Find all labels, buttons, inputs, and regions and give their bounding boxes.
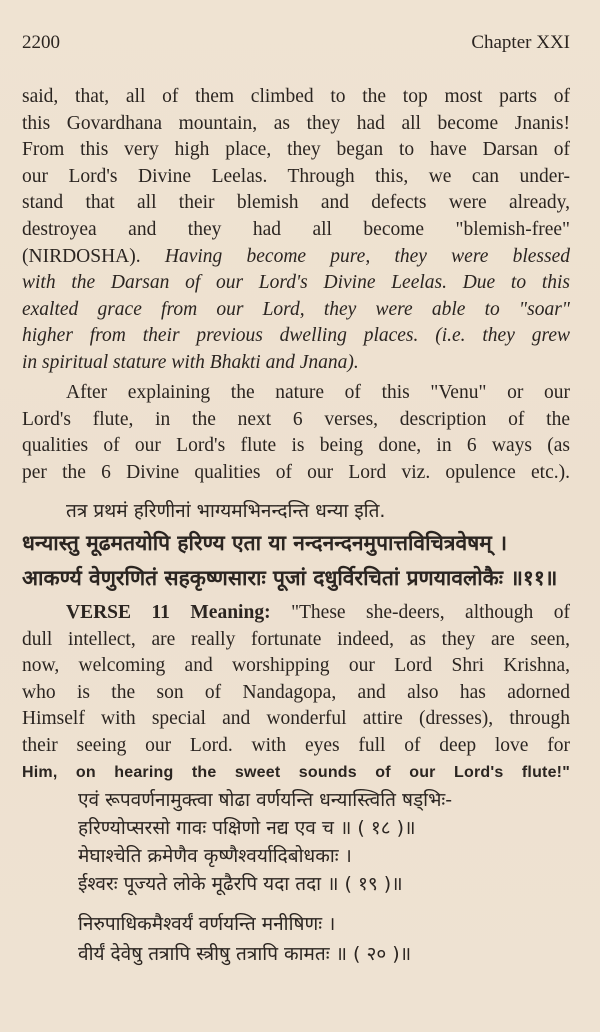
nirdosha-text: (NIRDOSHA). [22, 245, 141, 267]
italic-line: with the Darsan of our Lord's Divine Leelas. Due to this [22, 272, 570, 294]
sanskrit-verse-line: निरुपाधिकमैश्वर्यं वर्णयन्ति मनीषिणः । [78, 913, 336, 935]
text-line: Himself with special and wonderful attire (dresses), through [22, 708, 570, 730]
text-line: stand that all their blemish and defects were already, [22, 192, 570, 214]
page-number: 2200 [22, 32, 60, 53]
text-line: said, that, all of them climbed to the top most parts of [22, 86, 570, 107]
chapter-title: Chapter XXI [471, 32, 570, 53]
text-line: our Lord's Divine Leelas. Through this, we can under- [22, 165, 570, 187]
paragraph-govardhana [22, 84, 570, 377]
verse-11-line-1: धन्यास्तु मूढमतयोपि हरिण्य एता या नन्दनन्दनमुपात्तविचित्रवेषम् । [22, 531, 508, 555]
verse-label: VERSE 11 Meaning: [66, 602, 271, 623]
verse-11-line-2: आकर्ण्य वेणुरणितं सहकृष्णसाराः पूजां दधुर्विरचितां प्रणयावलोकैः ॥११॥ [22, 566, 558, 590]
sanskrit-verse-line: हरिण्योप्सरसो गावः पक्षिणो नद्य एव च ॥ ( १८ )॥ [78, 817, 416, 839]
sanskrit-verse-line: वीर्यं देवेषु तत्रापि स्त्रीषु तत्रापि कामतः ॥ ( २० )॥ [78, 943, 412, 965]
text-line: Him, on hearing the sweet sounds of our Lord's flute!" [22, 763, 570, 781]
italic-line: higher from their previous dwelling places. (i.e. they grew [22, 325, 570, 347]
text-line: From this very high place, they began to have Darsan of [22, 139, 570, 161]
meaning-text: "These she-deers, although of [291, 602, 571, 623]
italic-line: in spiritual stature with Bhakti and Jnana). [22, 351, 359, 373]
text-line: dull intellect, are really fortunate indeed, as they are seen, [22, 628, 570, 650]
running-header [22, 30, 570, 56]
sanskrit-verse-line: एवं रूपवर्णनामुक्त्वा षोढा वर्णयन्ति धन्यास्त्विति षड्भिः- [78, 789, 453, 811]
sanskrit-intro: तत्र प्रथमं हरिणीनां भाग्यमभिनन्दन्ति धन्या इति. [66, 500, 386, 522]
italic-text: Having become pure, they were blessed [164, 245, 570, 267]
verse-11-meaning [22, 600, 570, 786]
text-line: now, welcoming and worshipping our Lord Shri Krishna, [22, 655, 570, 677]
text-line [22, 244, 570, 271]
text-line: who is the son of Nandagopa, and also has adorned [22, 681, 570, 703]
text-line: this Govardhana mountain, as they had all become Jnanis! [22, 112, 570, 134]
sanskrit-verse-line: मेघाश्चेति क्रमेणैव कृष्णैश्वर्यादिबोधकाः । [78, 845, 352, 867]
paragraph-venu [22, 380, 570, 486]
sanskrit-verse-line: ईश्वरः पूज्यते लोके मूढैरपि यदा तदा ॥ ( १९ )॥ [78, 873, 403, 895]
text-line: their seeing our Lord. with eyes full of deep love for [22, 734, 570, 756]
text-line: per the 6 Divine qualities of our Lord viz. opulence etc.). [22, 461, 570, 483]
text-line: qualities of our Lord's flute is being done, in 6 ways (as [22, 435, 570, 457]
text-line: After explaining the nature of this "Venu" or our [66, 382, 570, 403]
text-line [22, 600, 570, 627]
text-line: Lord's flute, in the next 6 verses, description of the [22, 408, 570, 430]
text-line: destroyea and they had all become "blemish-free" [22, 218, 570, 240]
italic-line: exalted grace from our Lord, they were able to "soar" [22, 298, 570, 320]
